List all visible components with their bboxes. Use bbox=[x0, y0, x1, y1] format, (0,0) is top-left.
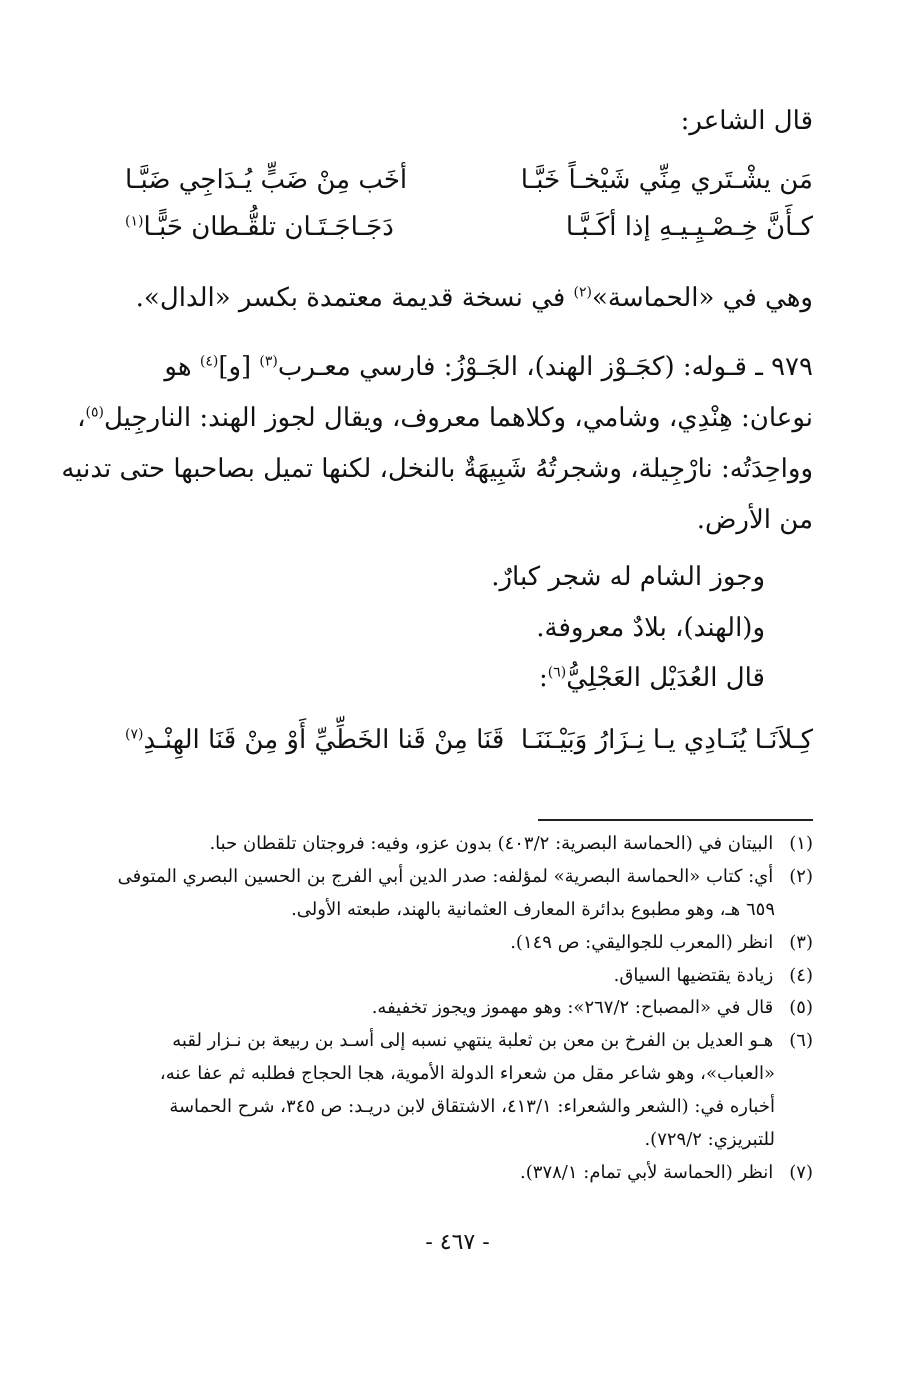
entry-979-line-1 bbox=[164, 352, 813, 382]
footnote-ref: (٢) bbox=[573, 284, 592, 301]
entry-979-line-3: وواحِدَتُه: نارْجِيلة، وشجرتُهُ شَبِيهَةٌ بالنخل، لكنها تميل بصاحبها حتى تدنيه bbox=[61, 454, 813, 484]
footnote-text: أي: كتاب «الحماسة البصرية» لمؤلفه: صدر الدين أبي الفرج بن الحسين البصري المتوفى bbox=[117, 866, 774, 887]
footnote-6-cont-1: «العباب»، وهو شاعر مقل من شعراء الدولة الأموية، هجا الحجاج فطلبه ثم عفا عنه، bbox=[159, 1063, 775, 1084]
page-number: - ٤٦٧ - bbox=[425, 1230, 490, 1255]
footnote-text: انظر (الحماسة لأبي تمام: ٣٧٨/١). bbox=[520, 1162, 774, 1183]
entry-text: ، bbox=[77, 403, 86, 433]
footnote-2-cont: ٦٥٩ هـ، وهو مطبوع بدائرة المعارف العثمانية بالهند، طبعته الأولى. bbox=[291, 899, 775, 920]
footnote-2 bbox=[118, 866, 813, 887]
footnote-ref: (٥) bbox=[85, 404, 104, 421]
verse-line-3 bbox=[125, 725, 813, 769]
entry-979-line-2 bbox=[77, 403, 813, 433]
verse-line-2 bbox=[125, 212, 813, 256]
paragraph-hamasa bbox=[136, 283, 813, 313]
footnote-text: هـو العديل بن الفرخ بن معن بن ثعلبة ينتهي نسبه إلى أسـد بن ربيعة بن نـزار لقبه bbox=[172, 1030, 774, 1051]
footnote-ref: (٣) bbox=[259, 353, 278, 370]
footnote-5 bbox=[372, 997, 813, 1018]
footnote-ref: (٤) bbox=[199, 353, 219, 370]
footnote-number: (٦) bbox=[789, 1030, 813, 1051]
footnote-number: (٥) bbox=[789, 997, 813, 1018]
paragraph-jawz-sham: وجوز الشام له شجر كبارٌ. bbox=[491, 562, 765, 592]
intro-text: قال العُدَيْل العَجْلِيُّ bbox=[566, 663, 765, 693]
hemistich-text: قَنَا مِنْ قَنا الخَطِّيِّ أَوْ مِنْ قَنَا الهِنْـدِ bbox=[143, 725, 505, 755]
hemistich-right: مَن يشْـتَري مِنِّي شَيْخـاً خَبَّـا bbox=[520, 165, 813, 195]
entry-text: [و] bbox=[218, 352, 260, 382]
hemistich-left: أخَب مِنْ ضَبٍّ يُـدَاجِي ضَبَّـا bbox=[125, 165, 408, 195]
footnote-6-cont-2: أخباره في: (الشعر والشعراء: ٤١٣/١، الاشتقاق لابن دريـد: ص ٣٤٥، شرح الحماسة bbox=[169, 1096, 775, 1117]
footnote-6 bbox=[172, 1030, 813, 1051]
footnote-text: زيادة يقتضيها السياق. bbox=[613, 965, 774, 986]
paragraph-hind: و(الهند)، بلادٌ معروفة. bbox=[536, 613, 765, 643]
footnote-divider bbox=[538, 819, 813, 821]
footnote-4 bbox=[614, 965, 813, 986]
footnote-ref: (١) bbox=[125, 213, 144, 230]
footnote-1 bbox=[209, 833, 813, 854]
poet-intro: قال الشاعر: bbox=[680, 106, 813, 136]
paragraph-text: في نسخة قديمة معتمدة بكسر «الدال». bbox=[135, 283, 574, 313]
footnote-text: البيتان في (الحماسة البصرية: ٤٠٣/٢) بدون عزو، وفيه: فروجتان تلقطان حبا. bbox=[209, 833, 774, 854]
footnote-ref: (٧) bbox=[125, 726, 144, 743]
footnote-number: (٣) bbox=[789, 932, 813, 953]
entry-text: نوعان: هِنْدِي، وشامي، وكلاهما معروف، ويقال لجوز الهند: النارجِيل bbox=[103, 403, 813, 433]
footnote-ref: (٦) bbox=[547, 664, 567, 681]
entry-979-line-4: من الأرض. bbox=[696, 505, 813, 535]
poet-intro-2 bbox=[539, 663, 765, 693]
intro-text: : bbox=[538, 663, 548, 693]
hemistich-left bbox=[125, 212, 394, 242]
footnote-7 bbox=[520, 1162, 813, 1183]
hemistich-right: كِـلاَنَـا يُنَـادِي يـا نِـزَارُ وَبَيْـنَنَـا bbox=[520, 725, 813, 755]
hemistich-left bbox=[125, 725, 504, 755]
footnote-number: (٧) bbox=[789, 1162, 813, 1183]
hemistich-text: دَجَـاجَـتَـان تلقُّـطان حَبًّـا bbox=[143, 212, 394, 242]
footnote-text: انظر (المعرب للجواليقي: ص ١٤٩). bbox=[510, 932, 774, 953]
footnote-number: (٤) bbox=[789, 965, 813, 986]
entry-text: هو bbox=[164, 352, 200, 382]
footnote-3 bbox=[510, 932, 813, 953]
footnote-number: (٢) bbox=[789, 866, 813, 887]
footnote-text: قال في «المصباح: ٢٦٧/٢»: وهو مهموز ويجوز تخفيفه. bbox=[371, 997, 774, 1018]
hemistich-right: كـأَنَّ خِـصْـيِـيـهِ إذا أكَـبَّـا bbox=[565, 212, 813, 242]
paragraph-text: وهي في «الحماسة» bbox=[592, 283, 813, 313]
verse-line-1 bbox=[125, 165, 813, 209]
entry-text: ٩٧٩ ـ قـوله: (كجَـوْز الهند)، الجَـوْزُ: فارسي معـرب bbox=[277, 352, 813, 382]
footnote-6-cont-3: للتبريزي: ٧٢٩/٢). bbox=[644, 1129, 775, 1150]
footnote-number: (١) bbox=[789, 833, 813, 854]
